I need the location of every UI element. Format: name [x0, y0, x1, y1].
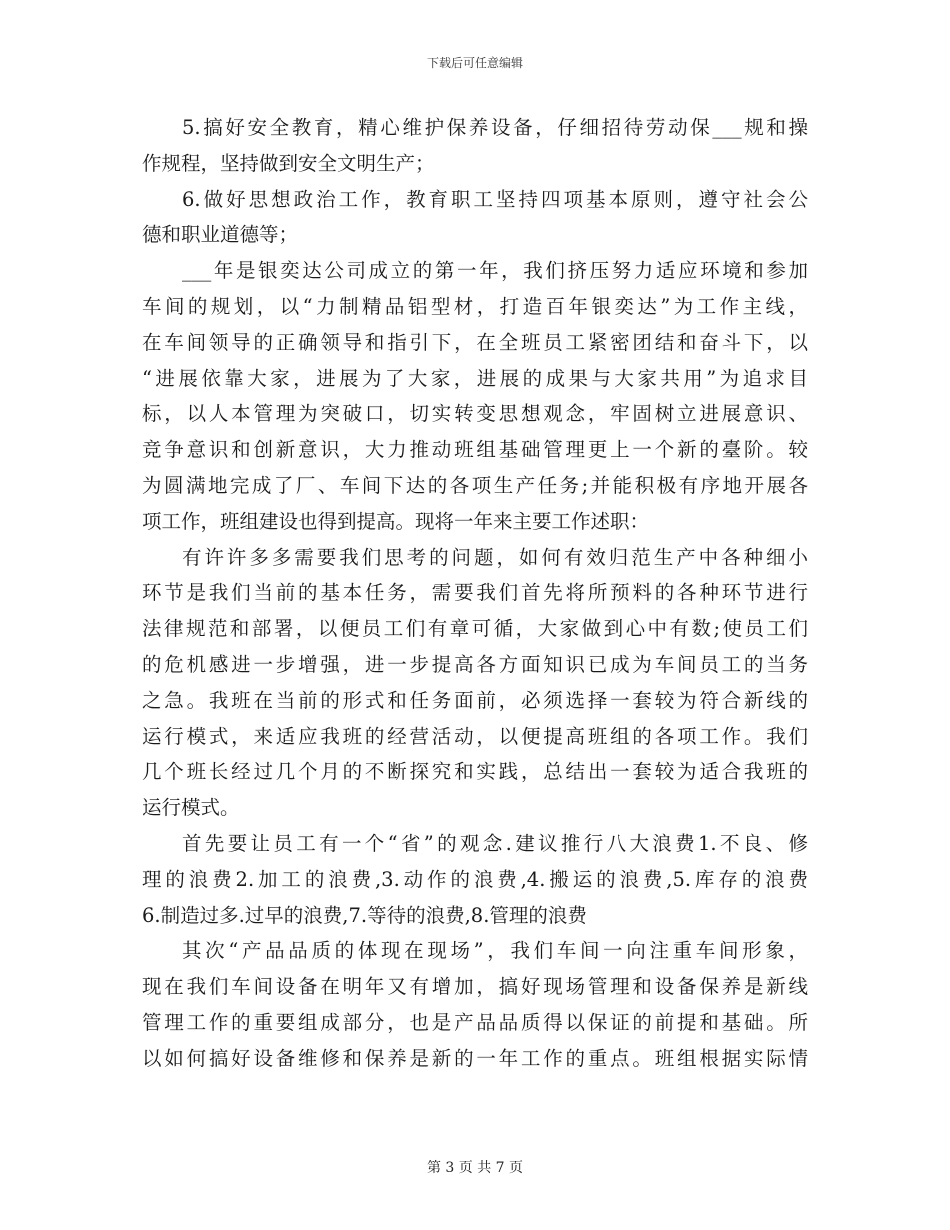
text-line: 现在我们车间设备在明年又有增加，搞好现场管理和设备保养是新线 [142, 975, 808, 999]
page-footer: 第 3 页 共 7 页 [426, 1160, 524, 1176]
text-line: 环节是我们当前的基本任务，需要我们首先将所预料的各种环节进行 [142, 581, 808, 605]
text-line: 标，以人本管理为突破口，切实转变思想观念，牢固树立进展意识、 [142, 402, 808, 426]
paragraph [142, 253, 808, 539]
text-line: 其次“产品品质的体现在现场”，我们车间一向注重车间形象， [182, 939, 808, 963]
text-line: 几个班长经过几个月的不断探究和实践，总结出一套较为适合我班的 [142, 760, 808, 784]
text-line: 运行模式，来适应我班的经营活动，以便提高班组的各项工作。我们 [142, 724, 808, 748]
paragraph [142, 933, 808, 1076]
paragraph [142, 110, 808, 182]
text-line: 有许许多多需要我们思考的问题，如何有效归范生产中各种细小 [182, 545, 808, 569]
text-line: 车间的规划，以“力制精品铝型材，打造百年银奕达”为工作主线， [142, 294, 808, 318]
paragraph [142, 540, 808, 826]
text-line: 6.制造过多.过早的浪费,7.等待的浪费,8.管理的浪费 [142, 903, 587, 927]
text-line: 理的浪费2.加工的浪费,3.动作的浪费,4.搬运的浪费,5.库存的浪费 [142, 867, 808, 891]
text-line: 竞争意识和创新意识，大力推动班组基础管理更上一个新的臺阶。较 [142, 438, 808, 462]
document-body [142, 110, 808, 1077]
page-header: 下载后可任意编辑 [426, 56, 523, 70]
text-line: 德和职业道德等； [142, 223, 299, 247]
text-line: 之急。我班在当前的形式和任务面前，必须选择一套较为符合新线的 [142, 688, 808, 712]
text-line: 管理工作的重要组成部分，也是产品品质得以保证的前提和基础。所 [142, 1010, 808, 1034]
text-line: “进展依靠大家，进展为了大家，进展的成果与大家共用”为追求目 [142, 366, 808, 390]
paragraph [142, 826, 808, 933]
text-line: ___年是银奕达公司成立的第一年，我们挤压努力适应环境和参加 [182, 259, 808, 283]
text-line: 运行模式。 [142, 796, 240, 820]
text-line: 5.搞好安全教育，精心维护保养设备，仔细招待劳动保___规和操 [182, 116, 808, 139]
text-line: 的危机感进一步增强，进一步提高各方面知识已成为车间员工的当务 [142, 652, 808, 676]
text-line: 6.做好思想政治工作，教育职工坚持四项基本原则，遵守社会公 [182, 187, 808, 211]
paragraph [142, 182, 808, 254]
text-line: 项工作，班组建设也得到提高。现将一年来主要工作述职： [142, 509, 650, 533]
text-line: 作规程，坚持做到安全文明生产； [142, 151, 435, 175]
text-line: 首先要让员工有一个“省”的观念.建议推行八大浪费1.不良、修 [182, 831, 808, 855]
text-line: 在车间领导的正确领导和指引下，在全班员工紧密团结和奋斗下，以 [142, 330, 808, 354]
text-line: 为圆满地完成了厂、车间下达的各项生产任务;并能积极有序地开展各 [142, 473, 808, 497]
text-line: 以如何搞好设备维修和保养是新的一年工作的重点。班组根据实际情 [142, 1046, 808, 1070]
text-line: 法律规范和部署，以便员工们有章可循，大家做到心中有数;使员工们 [142, 617, 808, 641]
